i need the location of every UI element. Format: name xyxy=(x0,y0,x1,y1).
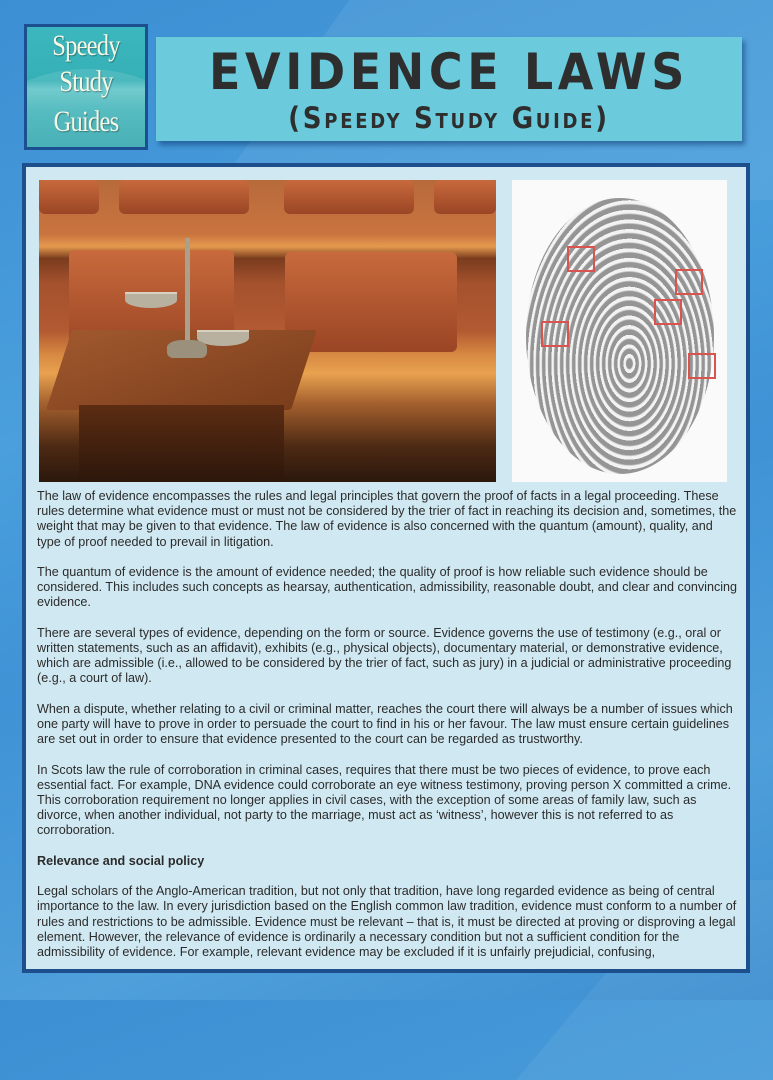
paragraph: In Scots law the rule of corroboration in criminal cases, requires that there must be two pieces of evidence, to prove each essential fact. For example, DNA evidence could corroborate an eye witness testimony, proving person X committed a crime. This corroboration requirement no longer applies in civil cases, with the exception of some areas of family law, such as divorce, when another individual, not party to the marriage, must act as ‘witness’, however this is not referred to as corroboration. xyxy=(37,762,732,838)
chair-shape xyxy=(119,180,249,214)
chair-shape xyxy=(284,180,414,214)
content-panel xyxy=(22,163,750,973)
courtroom-scales-image xyxy=(39,180,496,482)
fingerprint-highlight-box xyxy=(541,321,569,347)
logo-line: Guides xyxy=(53,105,119,138)
logo-line: Study xyxy=(59,65,113,98)
fingerprint-image xyxy=(512,180,727,482)
chair-shape xyxy=(39,180,99,214)
fingerprint-highlight-box xyxy=(567,246,595,272)
page-subtitle: (Speedy Study Guide) xyxy=(288,101,610,135)
page-title: EVIDENCE LAWS xyxy=(209,43,689,101)
scale-base xyxy=(167,340,207,358)
chair-shape xyxy=(434,180,496,214)
logo-line: Speedy xyxy=(52,29,120,62)
speedy-study-guides-logo xyxy=(24,24,148,150)
paragraph: The quantum of evidence is the amount of evidence needed; the quality of proof is how reliable such evidence should be considered. This includes such concepts as hearsay, authentication, admissibility, reasonable doubt, and clear and convincing evidence. xyxy=(37,565,738,610)
fingerprint-highlight-box xyxy=(675,269,703,295)
scale-pan xyxy=(125,292,177,308)
fingerprint-highlight-box xyxy=(654,299,682,325)
paragraph: The law of evidence encompasses the rules and legal principles that govern the proof of facts in a legal proceeding. These rules determine what evidence must or must not be considered by the trier of fact in reaching its decision and, sometimes, the weight that may be given to that evidence. The law of evidence is also concerned with the quantum (amount), quality, and type of proof needed to prevail in litigation. xyxy=(37,489,737,549)
section-heading: Relevance and social policy xyxy=(37,853,205,868)
paragraph: When a dispute, whether relating to a civil or criminal matter, reaches the court there will always be a number of issues which one party will have to prove in order to persuade the court to find in his or her favour. The law must ensure certain guidelines are set out in order to ensure that evidence presented to the court can be regarded as trustworthy. xyxy=(37,701,733,747)
paragraph: Legal scholars of the Anglo-American tradition, but not only that tradition, have long regarded evidence as being of central importance to the law. In every jurisdiction based on the English common law tradition, evidence must conform to a number of rules and restrictions to be admissible. Evidence must be relevant – that is, it must be directed at proving or disproving a legal element. However, the relevance of evidence is ordinarily a necessary condition but not a sufficient condition for the admissibility of evidence. For example, relevant evidence may be excluded if it is unfairly prejudicial, confusing, xyxy=(37,884,737,959)
paragraph: There are several types of evidence, depending on the form or source. Evidence governs the use of testimony (e.g., oral or written statements, such as an affidavit), exhibits (e.g., physical objects), documentary material, or demonstrative evidence, which are admissible (i.e., allowed to be considered by the trier of fact, such as jury) in a judicial or administrative proceeding (e.g., a court of law). xyxy=(37,625,732,686)
body-text xyxy=(37,489,740,975)
fingerprint-highlight-box xyxy=(688,353,716,379)
podium-body xyxy=(79,405,284,482)
title-banner xyxy=(156,37,742,141)
